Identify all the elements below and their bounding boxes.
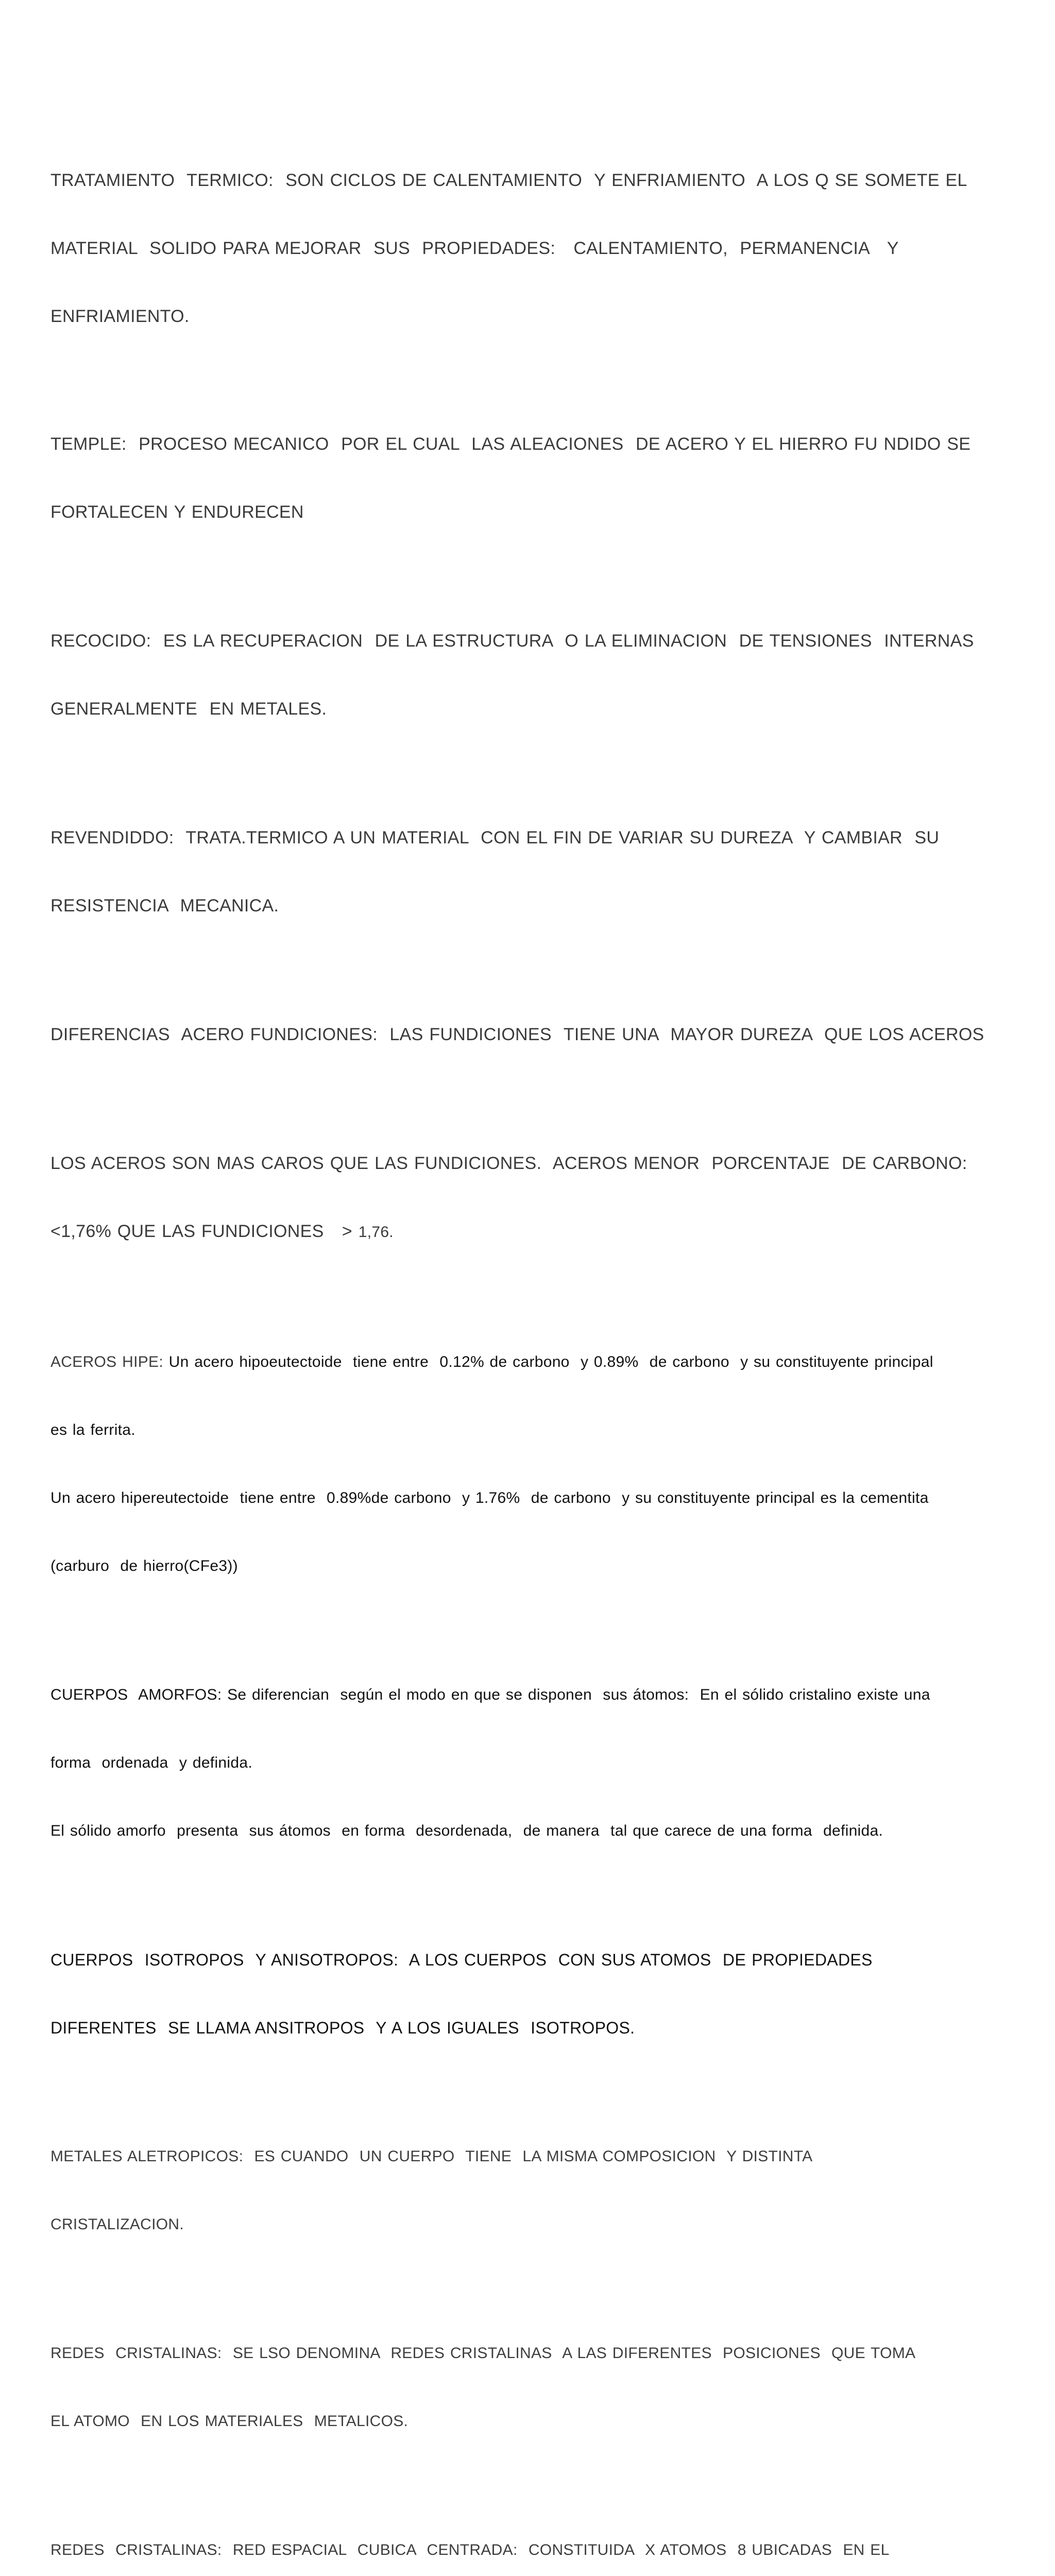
text-line: RESISTENCIA MECANICA. <box>50 896 279 916</box>
text-line: DIFERENTES SE LLAMA ANSITROPOS Y A LOS IGUALES ISOTROPOS. <box>50 2019 635 2037</box>
text-line: es la ferrita. <box>50 1421 135 1438</box>
text-line: RECOCIDO: ES LA RECUPERACION DE LA ESTRUCTURA O LA ELIMINACION DE TENSIONES INTERNAS <box>50 631 974 651</box>
paragraph-redes-cristalinas-2 <box>50 2494 1019 2576</box>
text-segment: Se diferencian según el modo en que se disponen sus átomos: En el sólido cristalino existe una <box>227 1686 930 1703</box>
section-label: CUERPOS AMORFOS: <box>50 1686 228 1703</box>
text-line: REDES CRISTALINAS: RED ESPACIAL CUBICA CENTRADA: CONSTITUIDA X ATOMOS 8 UBICADAS EN EL <box>50 2541 890 2558</box>
paragraph-tratamiento-termico <box>50 124 1019 373</box>
paragraph-aceros-caros <box>50 1107 1019 1289</box>
text-line: El sólido amorfo presenta sus átomos en forma desordenada, de manera tal que carece de una forma definida. <box>50 1822 883 1839</box>
text-segment: Un acero hipoeutectoide tiene entre 0.12% de carbono y 0.89% de carbono y su constituyente principal <box>168 1353 933 1370</box>
text-line <box>50 1351 1019 1374</box>
paragraph-isotropos <box>50 1903 1019 2084</box>
text-line: ENFRIAMIENTO. <box>50 307 190 326</box>
text-line: GENERALMENTE EN METALES. <box>50 699 327 719</box>
text-line: CRISTALIZACION. <box>50 2216 184 2233</box>
text-line: (carburo de hierro(CFe3)) <box>50 1557 238 1574</box>
text-line: CUERPOS ISOTROPOS Y ANISOTROPOS: A LOS CUERPOS CON SUS ATOMOS DE PROPIEDADES <box>50 1951 873 1969</box>
paragraph-diferencias <box>50 978 1019 1091</box>
paragraph-cuerpos-amorfos <box>50 1638 1019 1888</box>
text-segment: 1,76. <box>358 1224 394 1241</box>
text-line: EL ATOMO EN LOS MATERIALES METALICOS. <box>50 2413 409 2430</box>
paragraph-recocido <box>50 584 1019 766</box>
document-body <box>50 124 1019 2576</box>
text-line: MATERIAL SOLIDO PARA MEJORAR SUS PROPIEDADES: CALENTAMIENTO, PERMANENCIA Y <box>50 239 899 258</box>
paragraph-aceros-hipe <box>50 1306 1019 1623</box>
section-label: ACEROS HIPE: <box>50 1353 169 1370</box>
text-line <box>50 1220 1019 1244</box>
text-line: Un acero hipereutectoide tiene entre 0.89%de carbono y 1.76% de carbono y su constituyente principal es la cementita <box>50 1489 929 1506</box>
text-line: REVENDIDDO: TRATA.TERMICO A UN MATERIAL CON EL FIN DE VARIAR SU DUREZA Y CAMBIAR SU <box>50 828 940 848</box>
text-line <box>50 1684 1019 1706</box>
paragraph-revendido <box>50 781 1019 962</box>
text-line: DIFERENCIAS ACERO FUNDICIONES: LAS FUNDICIONES TIENE UNA MAYOR DUREZA QUE LOS ACEROS <box>50 1025 984 1044</box>
text-line: TEMPLE: PROCESO MECANICO POR EL CUAL LAS ALEACIONES DE ACERO Y EL HIERRO FU NDIDO SE <box>50 434 971 454</box>
text-segment: <1,76% QUE LAS FUNDICIONES > <box>50 1222 359 1241</box>
text-line: LOS ACEROS SON MAS CAROS QUE LAS FUNDICIONES. ACEROS MENOR PORCENTAJE DE CARBONO: <box>50 1154 967 1173</box>
text-line: REDES CRISTALINAS: SE LSO DENOMINA REDES CRISTALINAS A LAS DIFERENTES POSICIONES QUE TOMA <box>50 2345 916 2362</box>
text-line: METALES ALETROPICOS: ES CUANDO UN CUERPO TIENE LA MISMA COMPOSICION Y DISTINTA <box>50 2148 813 2165</box>
paragraph-metales-aletropicos <box>50 2100 1019 2281</box>
text-line: FORTALECEN Y ENDURECEN <box>50 502 304 522</box>
paragraph-temple <box>50 387 1019 569</box>
paragraph-redes-cristalinas-1 <box>50 2297 1019 2478</box>
text-line: forma ordenada y definida. <box>50 1754 252 1771</box>
text-line: TRATAMIENTO TERMICO: SON CICLOS DE CALENTAMIENTO Y ENFRIAMIENTO A LOS Q SE SOMETE EL <box>50 171 967 190</box>
